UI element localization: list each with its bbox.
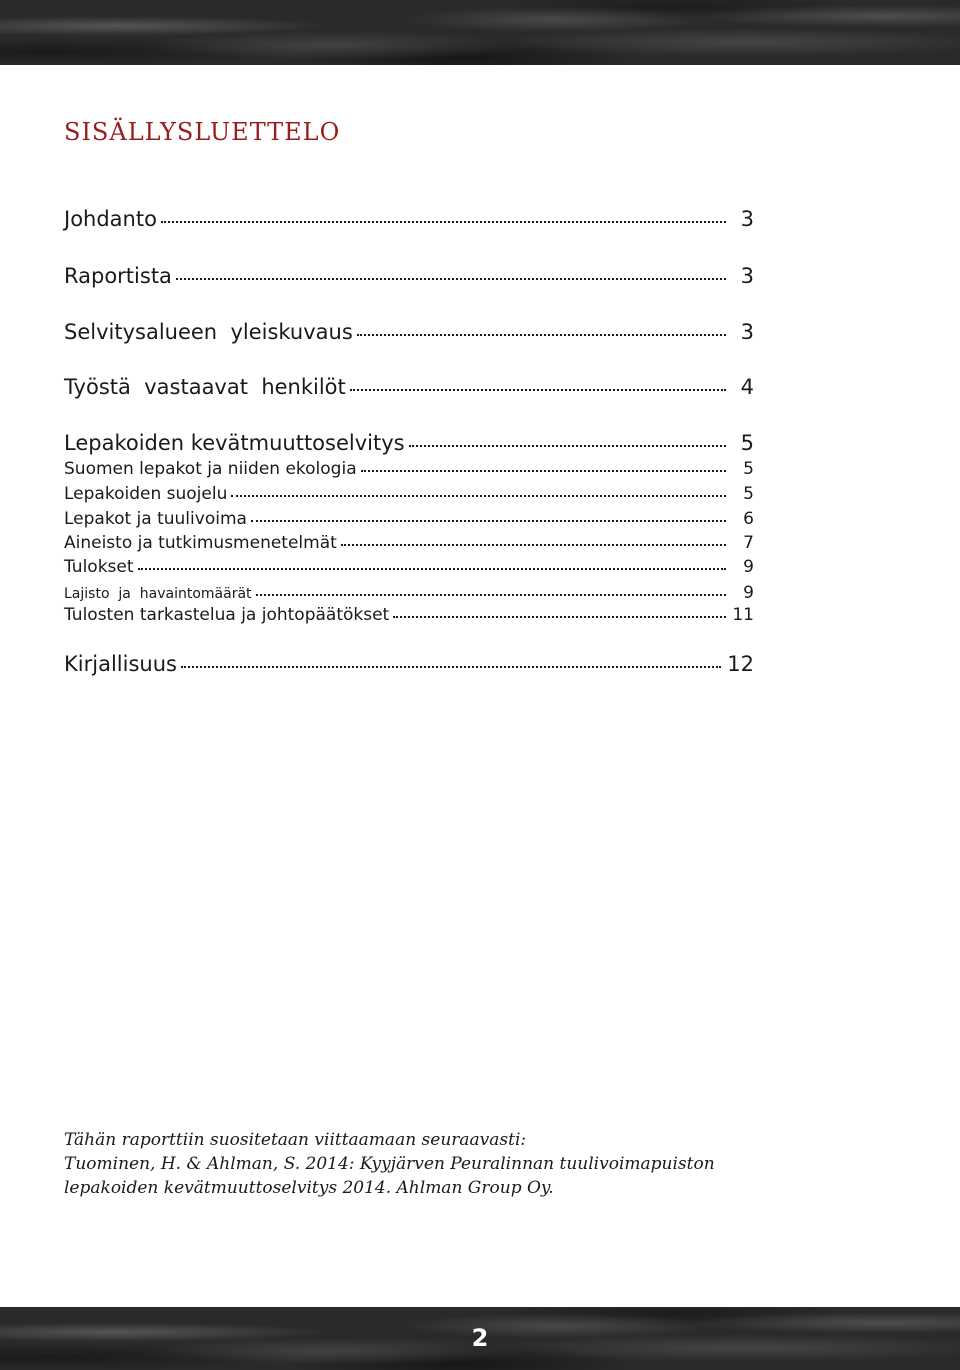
toc-leader-dots <box>181 647 721 668</box>
toc-leader-dots <box>393 600 726 617</box>
toc-entry[interactable] <box>64 262 754 288</box>
toc-leader-dots <box>231 479 726 496</box>
toc-entry-label: Lepakoiden suojelu <box>64 484 228 505</box>
citation-line: Tähän raporttiin suositetaan viittaamaan seuraavasti: <box>64 1130 527 1150</box>
toc-entry-label: Työstä vastaavat henkilöt <box>64 374 346 399</box>
toc-entry-label: Aineisto ja tutkimusmenetelmät <box>64 533 337 554</box>
toc-entry-page: 9 <box>743 583 754 603</box>
toc-entry-label: Lepakoiden kevätmuuttoselvitys <box>64 430 405 455</box>
toc-leader-dots <box>361 454 726 471</box>
toc-entry[interactable] <box>64 650 754 676</box>
toc-entry-label: Tulosten tarkastelua ja johtopäätökset <box>64 605 390 626</box>
toc-entry-page: 3 <box>740 206 754 231</box>
toc-entry[interactable] <box>64 205 754 231</box>
toc-leader-dots <box>161 202 726 223</box>
toc-entry-page: 5 <box>740 430 754 455</box>
toc-entry-page: 12 <box>727 651 754 676</box>
citation-line: Tuominen, H. & Ahlman, S. 2014: Kyyjärven Peuralinnan tuulivoimapuiston <box>64 1154 715 1174</box>
toc-leader-dots <box>138 552 726 569</box>
toc-entry-label: Lajisto ja havaintomäärät <box>64 586 252 602</box>
toc-entry-label: Kirjallisuus <box>64 651 177 676</box>
citation-note <box>64 1128 894 1200</box>
citation-line: lepakoiden kevätmuuttoselvitys 2014. Ahlman Group Oy. <box>64 1178 554 1198</box>
toc-leader-dots <box>357 315 726 336</box>
toc-entry-label: Raportista <box>64 263 172 288</box>
toc-entry-page: 5 <box>743 459 754 480</box>
toc-entry-page: 3 <box>740 263 754 288</box>
toc-leader-dots <box>350 370 726 391</box>
toc-entry-page: 5 <box>743 484 754 505</box>
toc-leader-dots <box>409 426 726 447</box>
toc-subentry[interactable] <box>64 603 754 625</box>
toc-entry[interactable] <box>64 429 754 455</box>
toc-subentry[interactable] <box>64 507 754 529</box>
toc-entry-page: 9 <box>743 557 754 578</box>
page-title: SISÄLLYSLUETTELO <box>64 118 341 146</box>
toc-leader-dots <box>256 581 726 596</box>
toc-leader-dots <box>251 504 726 521</box>
toc-entry[interactable] <box>64 373 754 399</box>
toc-entry-page: 11 <box>732 605 754 626</box>
toc-entry-label: Selvitysalueen yleiskuvaus <box>64 319 353 344</box>
toc-entry-label: Suomen lepakot ja niiden ekologia <box>64 459 357 480</box>
page-number: 2 <box>471 1324 489 1352</box>
toc-subentry[interactable] <box>64 555 754 577</box>
toc-subentry[interactable] <box>64 531 754 553</box>
toc-leader-dots <box>341 528 726 545</box>
toc-subentry[interactable] <box>64 482 754 504</box>
toc-entry-label: Tulokset <box>64 557 134 578</box>
toc-entry[interactable] <box>64 318 754 344</box>
header-texture-band <box>0 0 960 65</box>
toc-entry-label: Lepakot ja tuulivoima <box>64 509 247 530</box>
toc-entry-page: 4 <box>740 374 754 399</box>
toc-entry-page: 3 <box>740 319 754 344</box>
toc-entry-page: 6 <box>743 509 754 530</box>
toc-leader-dots <box>176 259 726 280</box>
toc-entry-label: Johdanto <box>64 206 157 231</box>
toc-entry-page: 7 <box>743 533 754 554</box>
toc-subentry[interactable] <box>64 457 754 479</box>
